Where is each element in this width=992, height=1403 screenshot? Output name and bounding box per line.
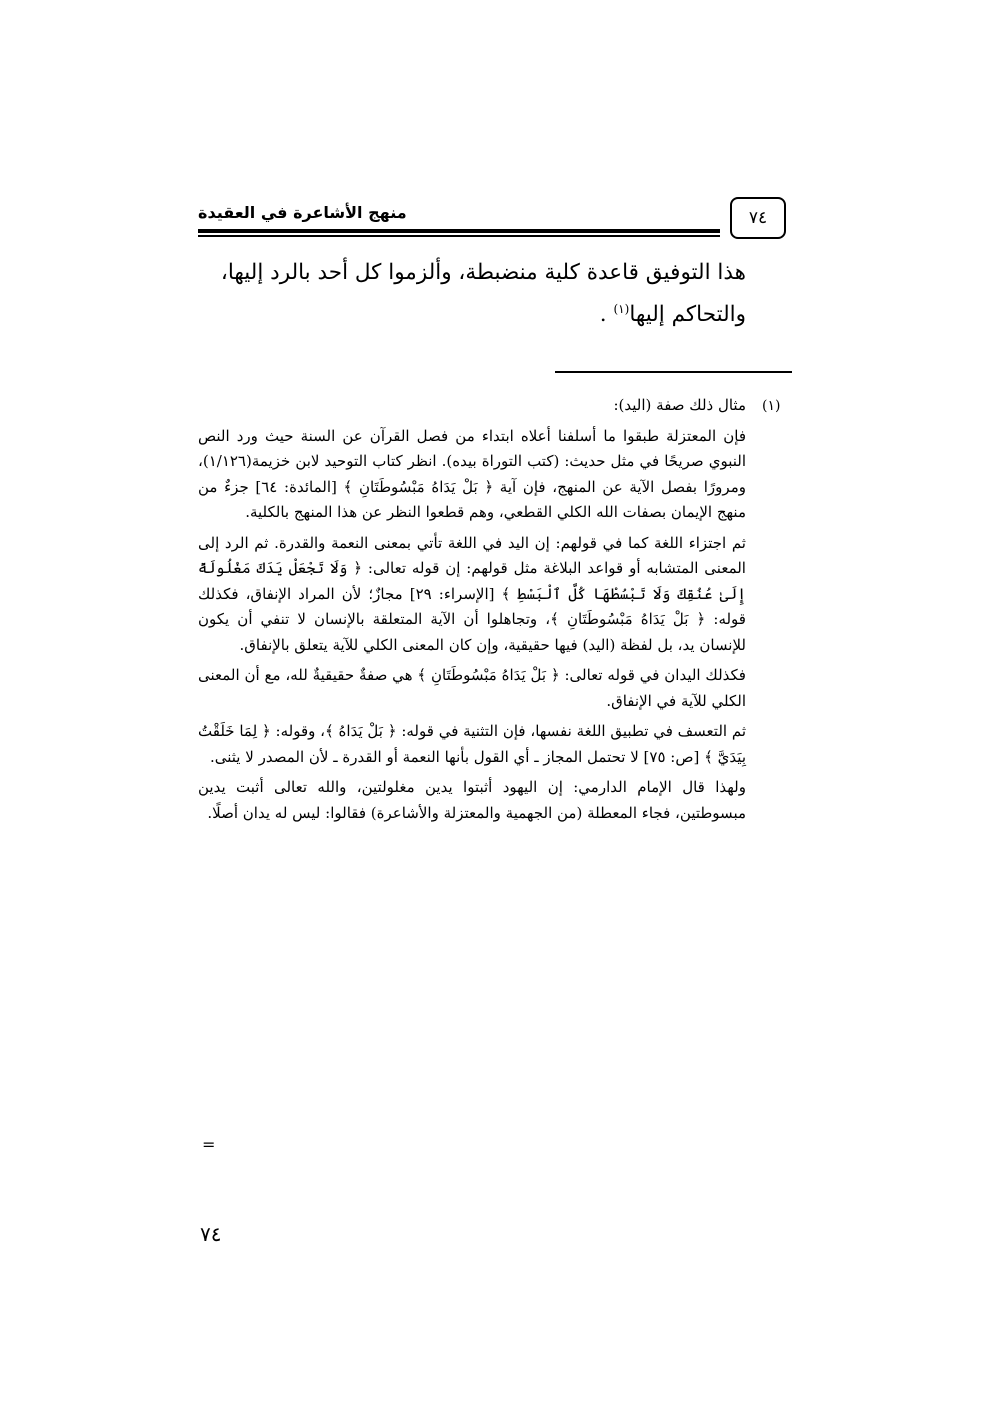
fn-p4-text-a: فكذلك اليدان في قوله تعالى:	[564, 666, 746, 684]
footnote-paragraph-1: مثال ذلك صفة (اليد):	[613, 396, 746, 414]
footnote-marker: (١)	[762, 398, 781, 414]
header-rule-thin	[198, 235, 720, 237]
footnote-paragraph-3	[198, 531, 746, 659]
fn-p3-text-c: ، وتجاهلوا أن الآية المتعلقة بالإنسان لا تنفي أن يكون للإنسان يد، بل لفظة (اليد) فيها حقيقية، وإن كان المعنى الكلي للآية يتعلق بالإنفاق.	[198, 610, 746, 654]
footnote-body	[198, 393, 746, 831]
footnote-paragraph-4	[198, 663, 746, 714]
footnote-paragraph-6: ولهذا قال الإمام الدارمي: إن اليهود أثبتوا يدين مغلولتين، والله تعالى أثبت يدين مبسوطتين، فجاء المعطلة (من الجهمية والمعتزلة والأشاعرة) فقالوا: ليس له يدان أصلًا.	[198, 778, 746, 822]
footer-page-number: ٧٤	[200, 1222, 222, 1246]
fn-p5-text-c: [ص: ٧٥] لا تحتمل المجاز ـ أي القول بأنها النعمة أو القدرة ـ لأن المصدر لا يثنى.	[209, 747, 700, 766]
fn-p3-text-a: ثم اجتزاء اللغة كما في قولهم: إن اليد في اللغة تأتي بمعنى النعمة والقدرة. ثم الرد إلى المعنى المتشابه أو قواعد البلاغة مثل قولهم: إن قوله تعالى:	[198, 533, 746, 577]
footnote-paragraph-5	[198, 719, 746, 770]
footnote-reference[interactable]: (١)	[613, 301, 630, 316]
fn-p2-text-a: فإن المعتزلة طبقوا ما أسلفنا أعلاه ابتداء من فصل القرآن عن السنة حيث ورد النص النبوي صريحًا في مثل حديث: (كتب التوراة بيده). انظر كتاب التوحيد لابن خزيمة(١/١٢٦)، ومرورًا بفصل الآية عن المنهج، فإن آية	[198, 426, 746, 496]
running-title: منهج الأشاعرة في العقيدة	[198, 203, 407, 222]
quran-verse: ﴿ بَلْ يَدَاهُ مَبْسُوطَتَانِ ﴾	[343, 477, 494, 496]
continuation-mark: =	[202, 1135, 216, 1154]
quran-verse: ﴿ وَلَا تَجْعَلْ يَدَكَ مَغْلُولَةً إِلَىٰ عُنُقِكَ وَلَا تَبْسُطْهَا كُلَّ ٱلْبَسْطِ ﴾	[198, 559, 746, 603]
main-line-2-text: والتحاكم إليها	[629, 302, 746, 327]
footnote-separator	[555, 371, 792, 373]
main-line-2	[198, 294, 746, 336]
main-body-text	[198, 252, 746, 336]
fn-p5-text-a: ثم التعسف في تطبيق اللغة نفسها، فإن التثنية في قوله:	[401, 722, 746, 740]
main-line-2-end: .	[599, 302, 607, 327]
footnote-paragraph-2	[198, 424, 746, 526]
main-line-1: هذا التوفيق قاعدة كلية منضبطة، وألزموا كل أحد بالرد إليها،	[220, 260, 746, 285]
page-number-box	[730, 197, 786, 239]
quran-verse: ﴿ لِمَا خَلَقْتُ بِيَدَيَّ ﴾	[198, 722, 746, 766]
quran-verse: ﴿ بَلْ يَدَاهُ مَبْسُوطَتَانِ ﴾	[417, 666, 560, 684]
quran-verse: ﴿ بَلْ يَدَاهُ ﴾	[324, 722, 397, 740]
fn-p3-text-b: [الإسراء: ٢٩] مجازٌ؛ لأن المراد الإنفاق، فكذلك قوله:	[198, 584, 746, 628]
header-rule-thick	[198, 229, 720, 233]
quran-verse: ﴿ بَلْ يَدَاهُ مَبْسُوطَتَانِ ﴾	[550, 610, 706, 628]
fn-p5-text-b: ، وقوله:	[275, 722, 325, 740]
fn-p2-text-b: [المائدة: ٦٤] جزءٌ من منهج الإيمان بصفات الله الكلي القطعي، وهم قطعوا النظر عن هذا المنهج بالكلية.	[198, 477, 746, 521]
page-number-label: ٧٤	[748, 208, 768, 228]
fn-p4-text-b: هي صفةٌ حقيقيةٌ لله، مع أن المعنى الكلي للآية في الإنفاق.	[198, 666, 746, 710]
